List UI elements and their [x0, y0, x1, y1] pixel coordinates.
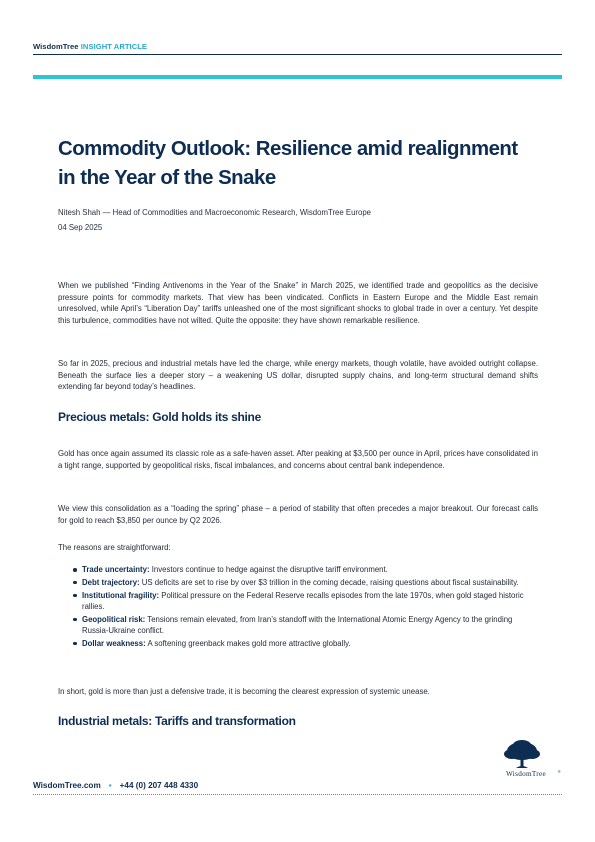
- list-item: [58, 614, 538, 637]
- footer-divider: [33, 794, 562, 795]
- intro-paragraph: When we published “Finding Antivenoms in the Year of the Snake” in March 2025, we identified trade and geopolitics as the decisive pressure points for commodity markets. That view has been vindicated. Conflicts in Eastern Europe and the Middle East remain unresolved, while April’s “Liberation Day” tariffs unleashed one of the most significant shocks to global trade in over a century. Yet despite this turbulence, commodities have not wilted. Quite the opposite: they have shown remarkable resilience.: [58, 281, 538, 325]
- section-heading-precious-metals: Precious metals: Gold holds its shine: [58, 410, 261, 424]
- intro-paragraph: So far in 2025, precious and industrial metals have led the charge, while energy markets, though volatile, have avoided outright collapse. Beneath the surface lies a deeper story – a weakening US dollar, disrupted supply chains, and long-term structural demand shifts extending far beyond today’s headlines.: [58, 359, 538, 392]
- header-article-type: INSIGHT ARTICLE: [80, 42, 148, 51]
- list-item-text: Tensions remain elevated, from Iran’s standoff with the International Atomic Energy Agency to the grinding Russia-Ukraine conflict.: [82, 614, 513, 635]
- list-item: [58, 564, 538, 575]
- section-heading-industrial-metals: Industrial metals: Tariffs and transformation: [58, 714, 296, 728]
- tree-icon: [504, 740, 540, 768]
- list-item-label: Debt trajectory:: [82, 577, 140, 587]
- list-item-label: Institutional fragility:: [82, 590, 160, 600]
- list-item-text: Political pressure on the Federal Reserve recalls episodes from the late 1970s, when gold staged historic rallies.: [82, 590, 524, 611]
- list-item-text: Investors continue to hedge against the disruptive tariff environment.: [149, 565, 388, 574]
- page-footer: [33, 781, 198, 790]
- list-item-label: Trade uncertainty:: [82, 565, 150, 574]
- header-divider: [33, 54, 562, 55]
- article-title: Commodity Outlook: Resilience amid realignment in the Year of the Snake: [58, 138, 518, 189]
- footer-website[interactable]: WisdomTree.com: [33, 781, 101, 790]
- article-header: [33, 42, 147, 51]
- reasons-list: [58, 564, 538, 651]
- list-item-text: A softening greenback makes gold more attractive globally.: [145, 638, 351, 648]
- list-item-label: Geopolitical risk:: [82, 614, 146, 624]
- accent-bar: [33, 75, 562, 79]
- list-item: [58, 638, 538, 649]
- author-line: Nitesh Shah — Head of Commodities and Macroeconomic Research, WisdomTree Europe: [58, 208, 372, 217]
- wisdomtree-logo: [488, 738, 564, 780]
- logo-trademark: ®: [558, 770, 561, 774]
- publish-date: 04 Sep 2025: [58, 223, 103, 232]
- footer-phone: +44 (0) 207 448 4330: [119, 781, 199, 790]
- body-paragraph: In short, gold is more than just a defensive trade, it is becoming the clearest expression of systemic unease.: [58, 687, 430, 696]
- list-item-text: US deficits are set to rise by over $3 trillion in the coming decade, raising questions about fiscal sustainability.: [139, 577, 519, 587]
- body-paragraph: Gold has once again assumed its classic role as a safe-haven asset. After peaking at $3,500 per ounce in April, prices have consolidated in a tight range, supported by geopolitical risks, fiscal imbalances, and concerns about central bank independence.: [58, 449, 538, 470]
- footer-separator: ▪: [108, 781, 112, 790]
- list-item: [58, 577, 538, 588]
- header-brand: WisdomTree: [33, 42, 79, 51]
- list-item: [58, 590, 538, 613]
- logo-wordmark: WisdomTree: [506, 770, 546, 778]
- body-paragraph: The reasons are straightforward:: [58, 543, 171, 552]
- list-item-label: Dollar weakness:: [82, 638, 146, 648]
- body-paragraph: We view this consolidation as a “loading the spring” phase – a period of stability that often precedes a major breakout. Our forecast calls for gold to reach $3,850 per ounce by Q2 2026.: [58, 504, 538, 525]
